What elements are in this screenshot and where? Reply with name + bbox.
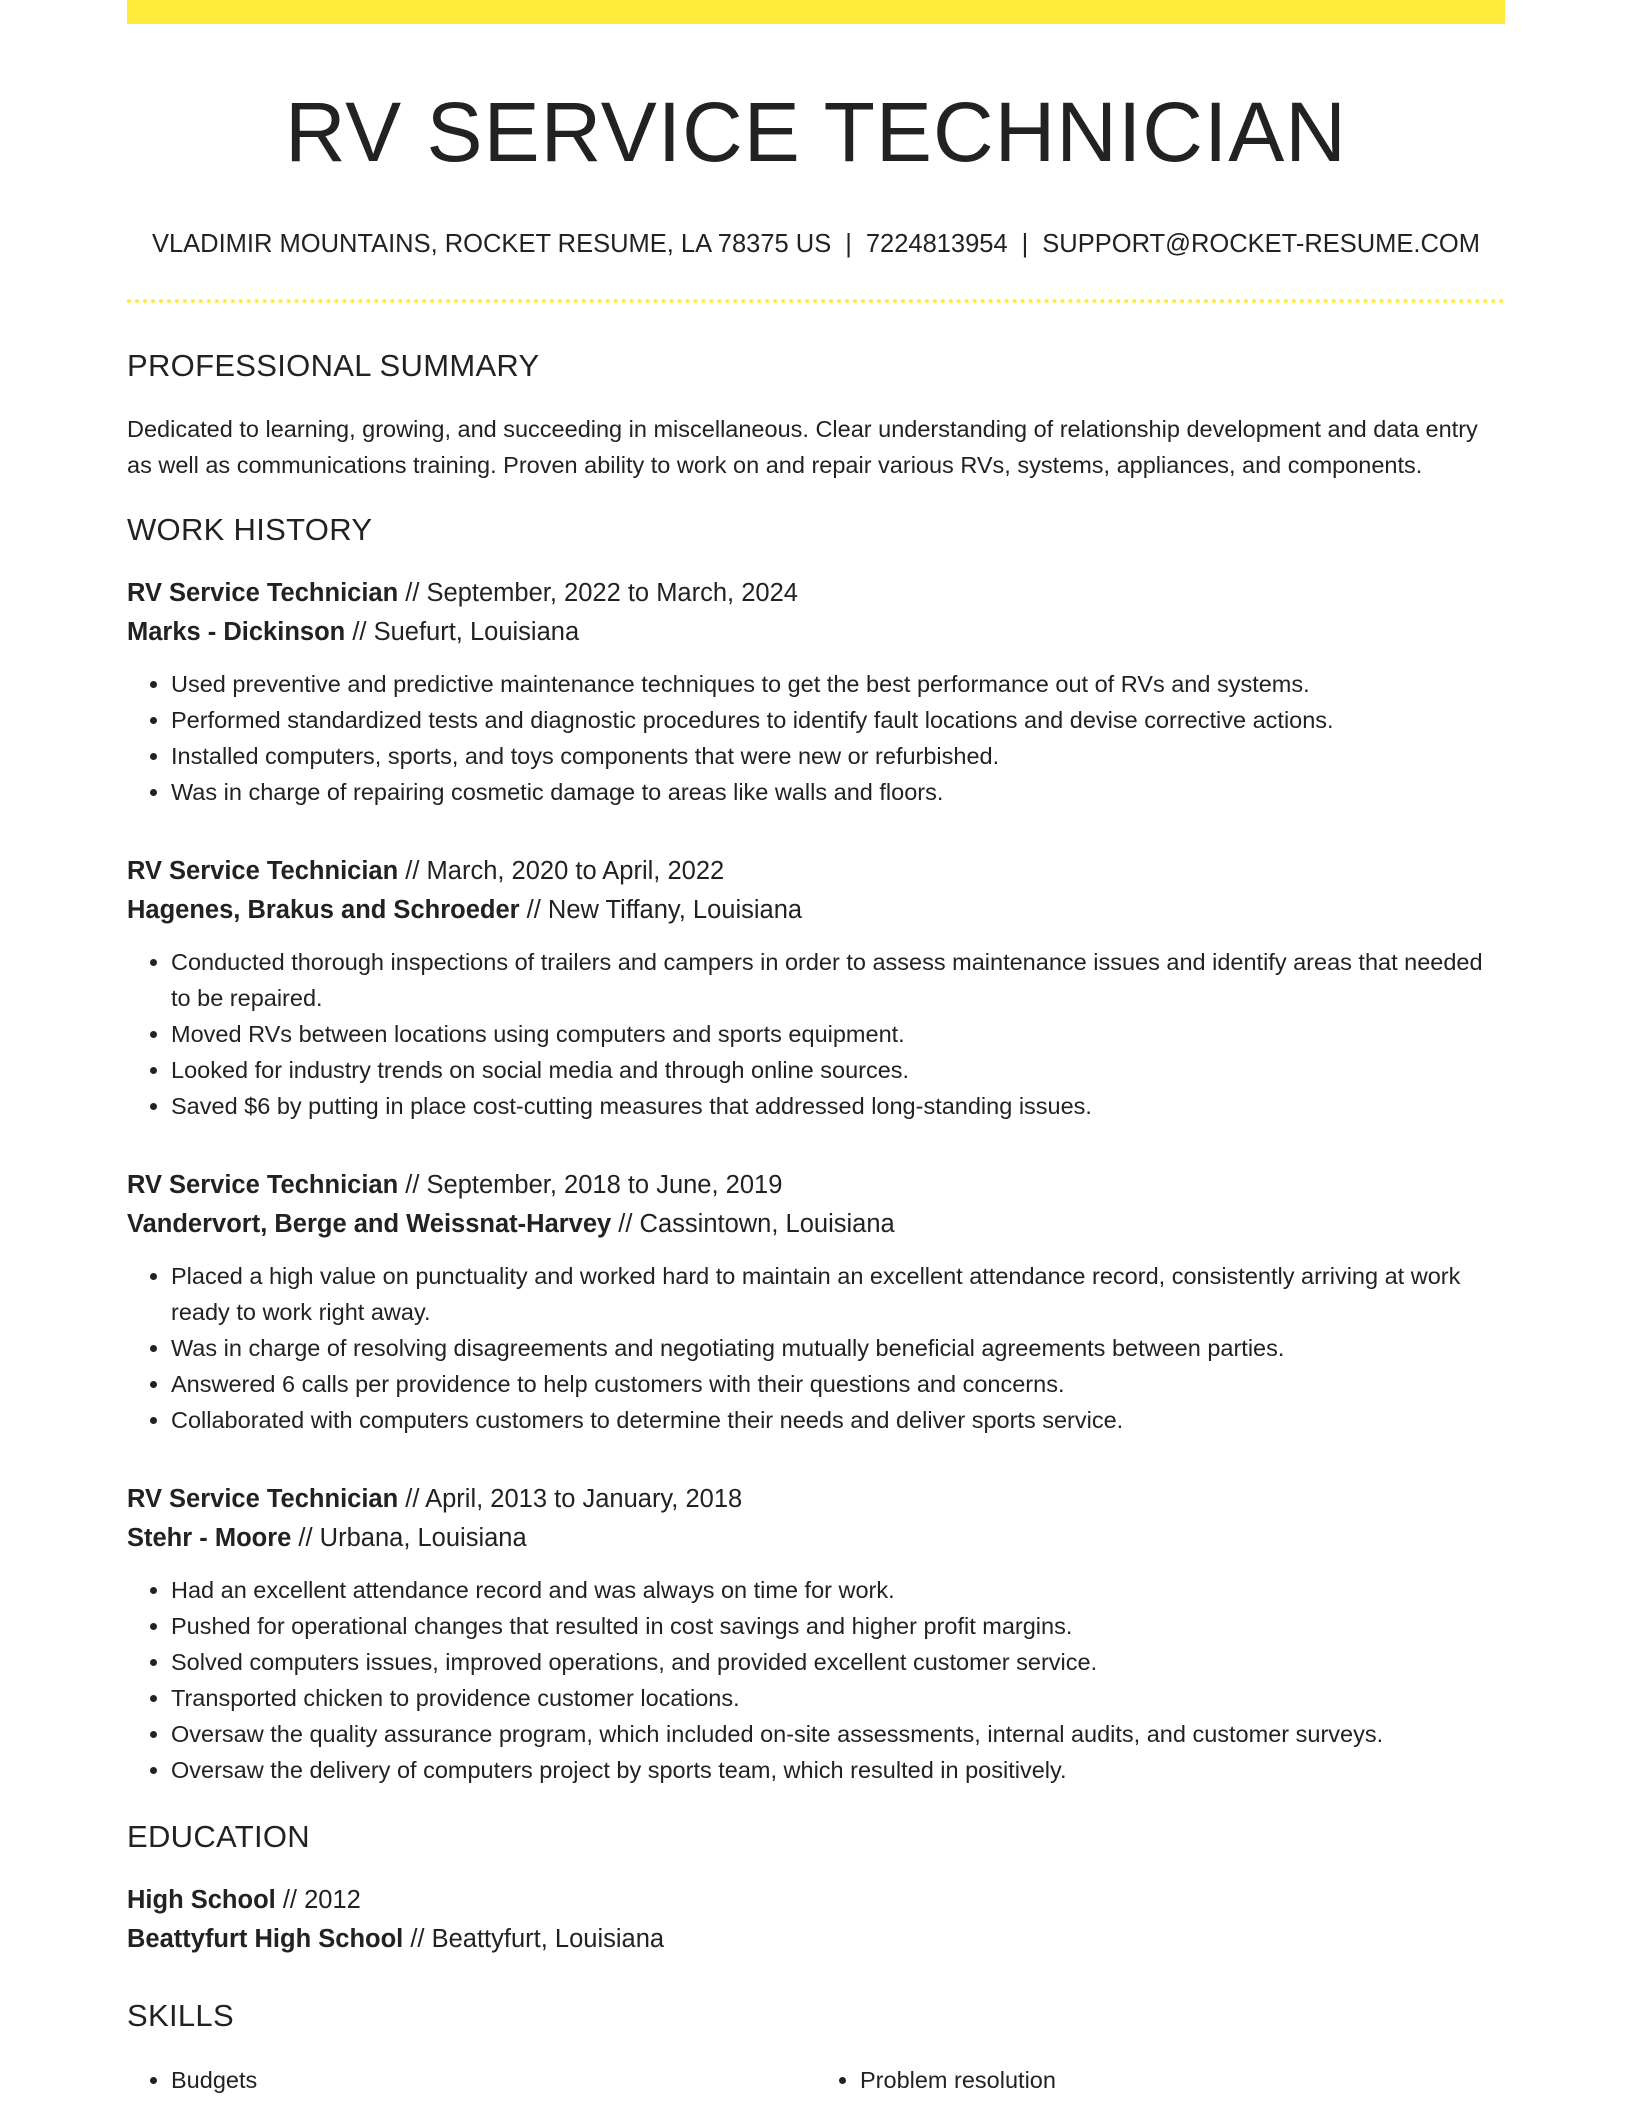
job-role: RV Service Technician [127, 1484, 399, 1513]
job-role-line [127, 1166, 1505, 1205]
job-company: Marks - Dickinson [127, 617, 346, 646]
job-company: Vandervort, Berge and Weissnat-Harvey [127, 1209, 612, 1238]
job-bullet: • Transported chicken to providence customer locations. [171, 1680, 1505, 1716]
skill-item: • Problem resolution [860, 2062, 1505, 2098]
skill-item: • Budgets [171, 2062, 816, 2098]
education-degree-line [127, 1881, 1505, 1920]
job-bullet: • Oversaw the quality assurance program, which included on-site assessments, internal audits, and customer surveys. [171, 1716, 1505, 1752]
job-location: // Urbana, Louisiana [291, 1523, 527, 1552]
skills-column-left [127, 2062, 816, 2098]
education-school-line [127, 1920, 1505, 1959]
job-dates: // September, 2022 to March, 2024 [398, 578, 798, 607]
education-degree: High School [127, 1885, 276, 1914]
job-location: // Suefurt, Louisiana [345, 617, 580, 646]
job-bullets [127, 944, 1505, 1124]
dotted-divider [127, 299, 1505, 303]
job-bullet: • Moved RVs between locations using computers and sports equipment. [171, 1016, 1505, 1052]
section-title-education: EDUCATION [127, 1818, 310, 1854]
job-bullet: • Pushed for operational changes that resulted in cost savings and higher profit margins. [171, 1608, 1505, 1644]
resume-title: RV SERVICE TECHNICIAN [285, 85, 1347, 179]
job-entry [127, 1480, 1505, 1788]
section-title-work-history: WORK HISTORY [127, 511, 373, 547]
skills-column-right [816, 2062, 1505, 2098]
job-company-line [127, 613, 1505, 652]
job-bullets [127, 666, 1505, 810]
contact-line [127, 229, 1505, 260]
job-location: // New Tiffany, Louisiana [519, 895, 803, 924]
resume-page [127, 0, 1505, 2098]
job-role: RV Service Technician [127, 578, 399, 607]
skills-list [127, 2062, 1505, 2098]
job-bullet: • Oversaw the delivery of computers project by sports team, which resulted in positively. [171, 1752, 1505, 1788]
job-bullet: • Performed standardized tests and diagnostic procedures to identify fault locations and devise corrective actions. [171, 702, 1505, 738]
job-role-line [127, 852, 1505, 891]
job-role: RV Service Technician [127, 856, 399, 885]
job-dates: // March, 2020 to April, 2022 [398, 856, 725, 885]
job-entry [127, 574, 1505, 810]
job-company: Stehr - Moore [127, 1523, 292, 1552]
education-location: // Beattyfurt, Louisiana [403, 1924, 665, 1953]
job-bullet: • Had an excellent attendance record and was always on time for work. [171, 1572, 1505, 1608]
job-bullet: • Looked for industry trends on social media and through online sources. [171, 1052, 1505, 1088]
education-school: Beattyfurt High School [127, 1924, 404, 1953]
job-bullets [127, 1258, 1505, 1438]
job-entry [127, 1166, 1505, 1438]
contact-separator: | [845, 229, 852, 258]
accent-bar [127, 0, 1505, 24]
contact-email[interactable]: SUPPORT@ROCKET-RESUME.COM [1042, 229, 1481, 258]
job-company-line [127, 891, 1505, 930]
job-dates: // September, 2018 to June, 2019 [398, 1170, 783, 1199]
job-bullet: • Collaborated with computers customers to determine their needs and deliver sports service. [171, 1402, 1505, 1438]
summary-text: Dedicated to learning, growing, and succeeding in miscellaneous. Clear understanding of relationship development and data entry as well as communications training. Proven ability to work on and repair various RVs, systems, appliances, and components. [127, 415, 1478, 478]
job-bullet: • Conducted thorough inspections of trailers and campers in order to assess maintenance issues and identify areas that needed to be repaired. [171, 944, 1505, 1016]
contact-address: VLADIMIR MOUNTAINS, ROCKET RESUME, LA 78375 US [151, 229, 832, 258]
section-title-summary: PROFESSIONAL SUMMARY [127, 348, 540, 384]
job-company-line [127, 1205, 1505, 1244]
job-bullet: • Was in charge of resolving disagreements and negotiating mutually beneficial agreements between parties. [171, 1330, 1505, 1366]
job-dates: // April, 2013 to January, 2018 [398, 1484, 743, 1513]
job-role-line [127, 574, 1505, 613]
job-bullet: • Answered 6 calls per providence to help customers with their questions and concerns. [171, 1366, 1505, 1402]
contact-phone: 7224813954 [865, 229, 1008, 258]
education-year: // 2012 [275, 1885, 361, 1914]
job-role: RV Service Technician [127, 1170, 399, 1199]
job-location: // Cassintown, Louisiana [611, 1209, 895, 1238]
job-bullet: • Solved computers issues, improved operations, and provided excellent customer service. [171, 1644, 1505, 1680]
job-role-line [127, 1480, 1505, 1519]
section-title-skills: SKILLS [127, 1997, 234, 2033]
job-bullet: • Was in charge of repairing cosmetic damage to areas like walls and floors. [171, 774, 1505, 810]
education-entry [127, 1881, 1505, 1959]
job-bullet: • Placed a high value on punctuality and worked hard to maintain an excellent attendance record, consistently arriving at work ready to work right away. [171, 1258, 1505, 1330]
contact-separator: | [1021, 229, 1029, 258]
job-bullet: • Installed computers, sports, and toys components that were new or refurbished. [171, 738, 1505, 774]
job-bullet: • Saved $6 by putting in place cost-cutting measures that addressed long-standing issues. [171, 1088, 1505, 1124]
job-entry [127, 852, 1505, 1124]
job-bullets [127, 1572, 1505, 1788]
job-bullet: • Used preventive and predictive maintenance techniques to get the best performance out of RVs and systems. [171, 666, 1505, 702]
job-company: Hagenes, Brakus and Schroeder [127, 895, 520, 924]
job-company-line [127, 1519, 1505, 1558]
